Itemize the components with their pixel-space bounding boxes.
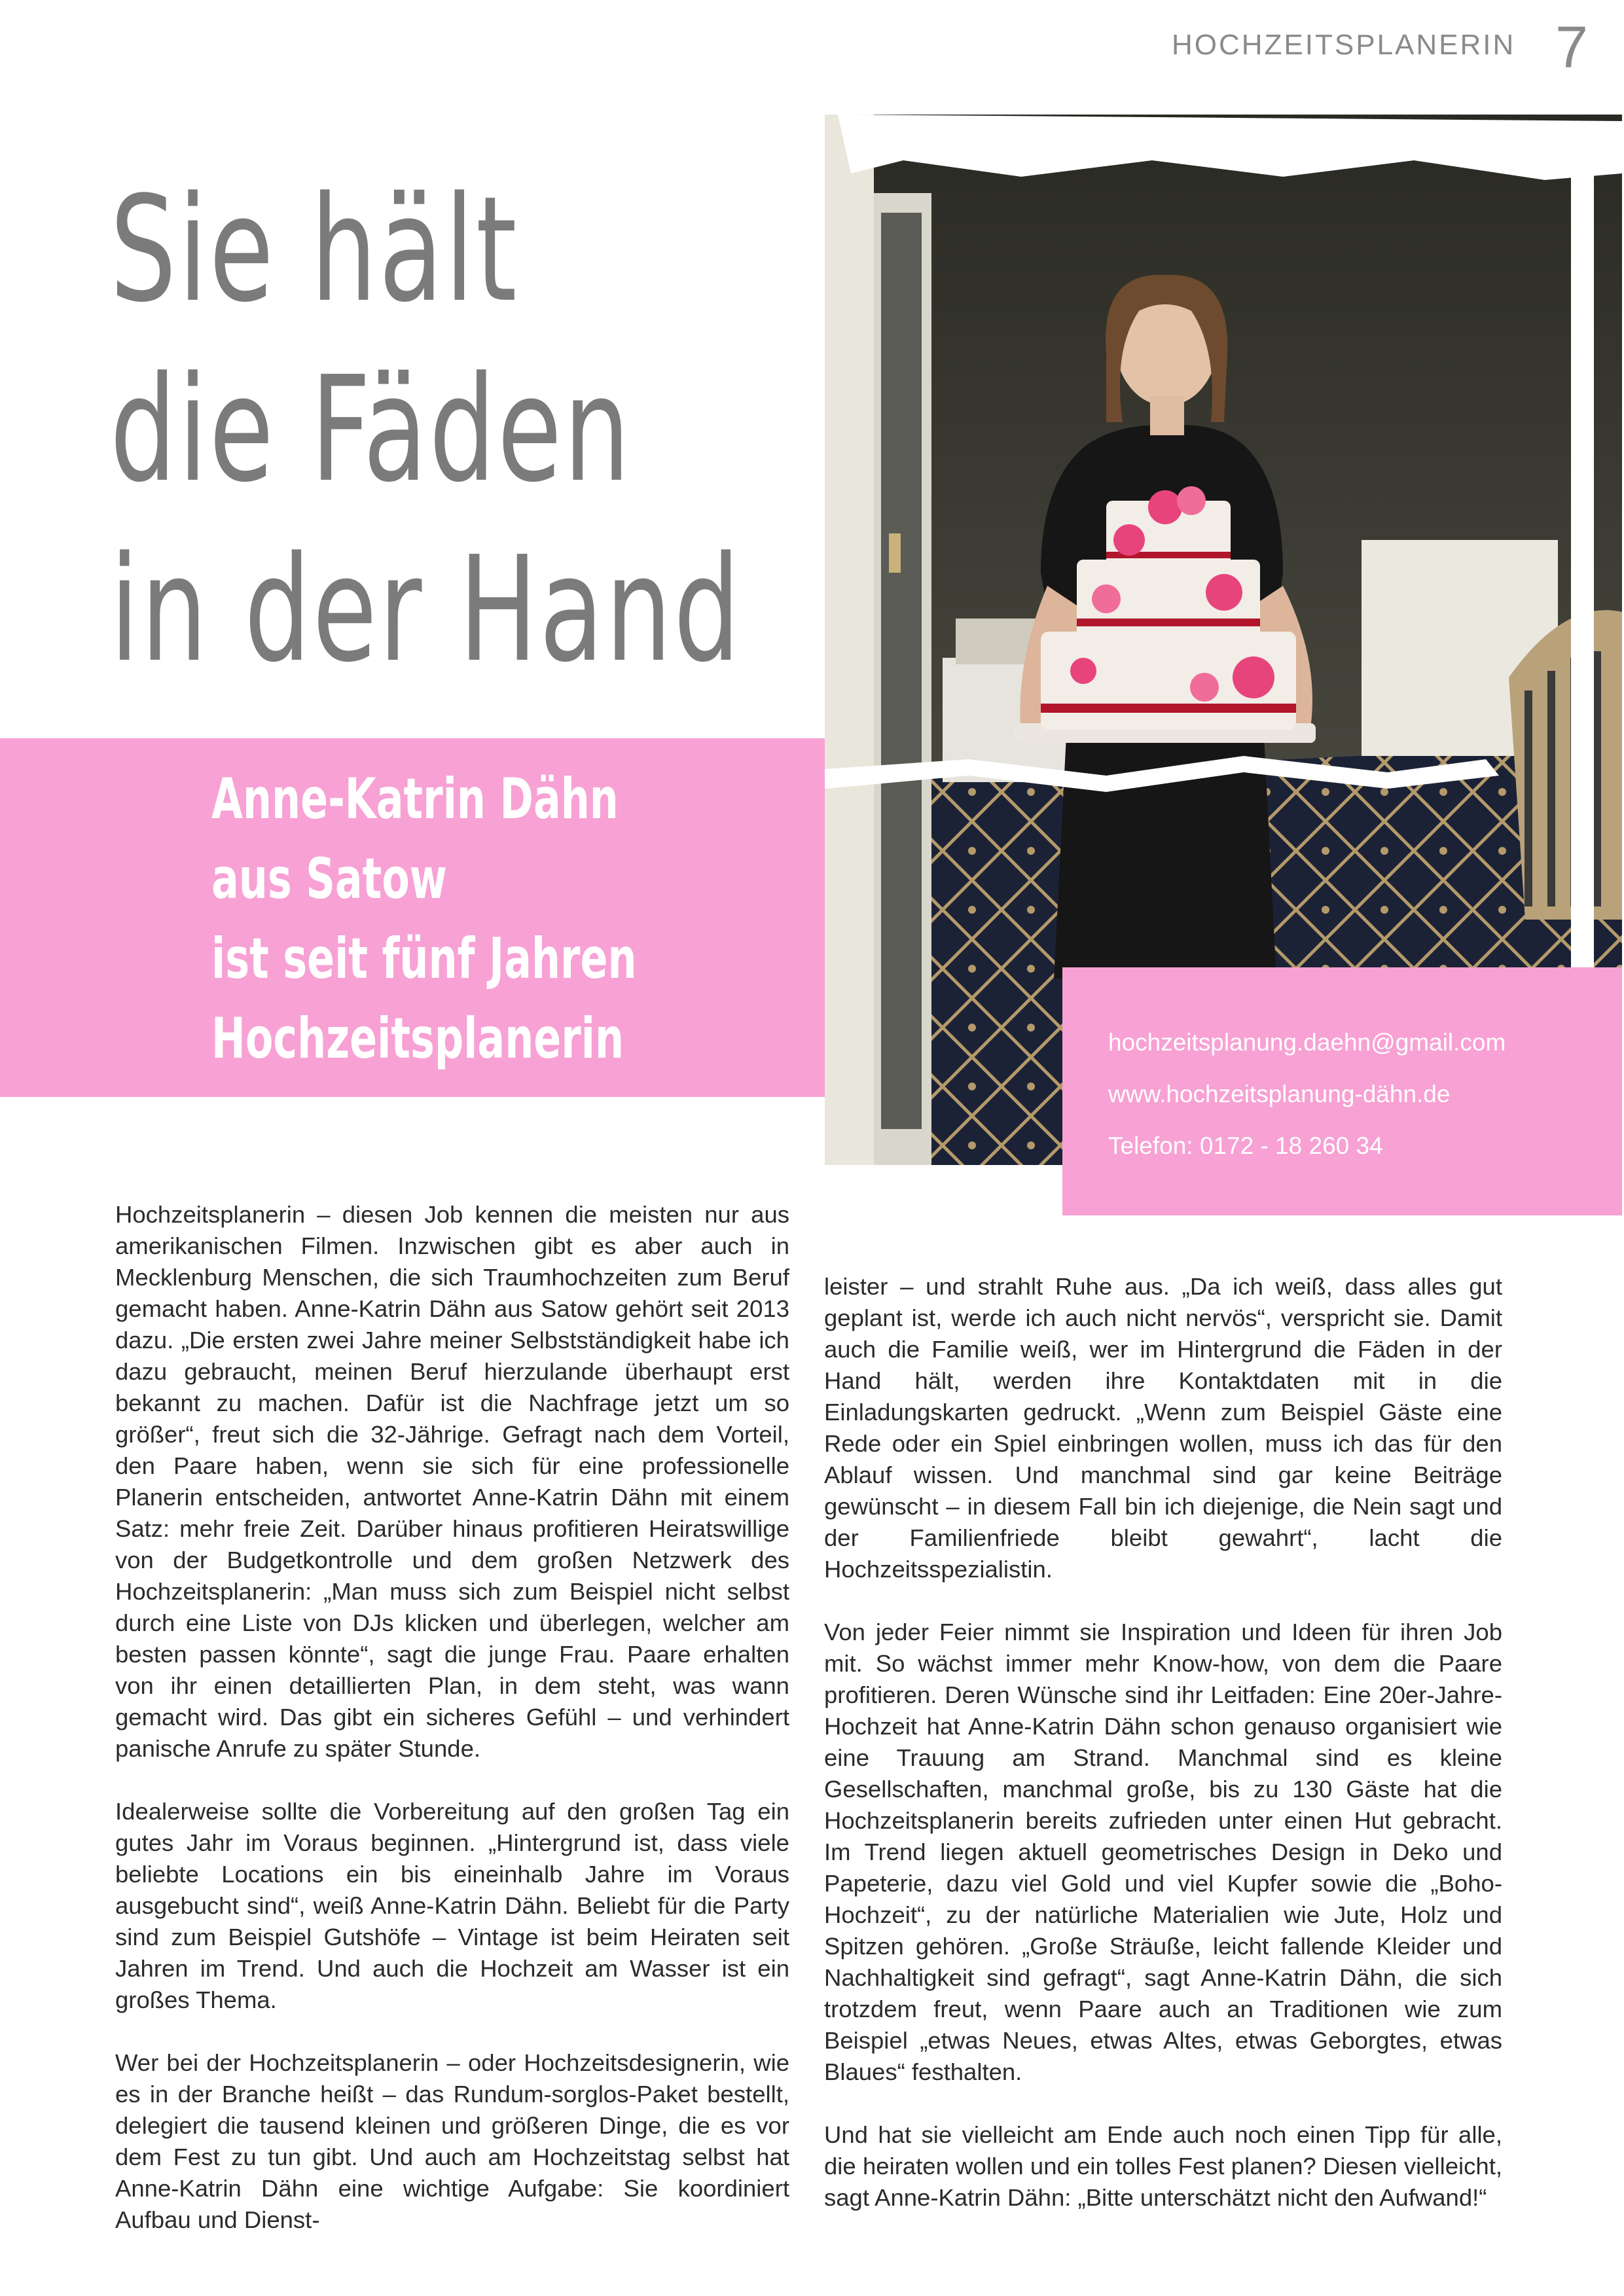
subheadline-line: ist seit fünf Jahren xyxy=(211,926,637,992)
subheadline-line: aus Satow xyxy=(211,846,448,912)
subheadline xyxy=(211,759,777,1079)
article-paragraph: Wer bei der Hochzeitsplanerin – oder Hochzeitsdesignerin, wie es in der Branche heißt – das Rundum-sorglos-Paket bestellt, delegiert die tausend kleinen und größeren Dinge, die es vor dem Fest zu tun gibt. Und auch am Hochzeitstag selbst hat Anne-Katrin Dähn eine wichtige Aufgabe: Sie koordiniert Aufbau und Dienst- xyxy=(115,2049,789,2233)
article-column-right xyxy=(824,1271,1502,2245)
article-paragraph: leister – und strahlt Ruhe aus. „Da ich weiß, dass alles gut geplant ist, werde ich auch nicht nervös“, verspricht sie. Damit auch die Familie weiß, wer im Hintergrund die Fäden in der Hand hält, werden ihre Kontaktdaten mit in die Einladungskarten gedruckt. „Wenn zum Beispiel Gäste eine Rede oder ein Spiel einbringen wollen, muss ich das für den Ablauf wissen. Und manchmal sind gar keine Beiträge gewünscht – in diesem Fall bin ich diejenige, die Nein sagt und der Familienfriede bleibt gewahrt“, lacht die Hochzeitsspezialistin. xyxy=(824,1273,1502,1583)
article-column-left xyxy=(115,1199,789,2267)
headline-line: die Fäden xyxy=(110,346,632,514)
page-number: 7 xyxy=(1555,15,1589,81)
contact-website[interactable]: www.hochzeitsplanung-dähn.de xyxy=(1108,1081,1451,1107)
section-title: HOCHZEITSPLANERIN xyxy=(1172,29,1516,61)
headline xyxy=(110,160,742,700)
headline-line: Sie hält xyxy=(110,166,519,334)
contact-phone: Telefon: 0172 - 18 260 34 xyxy=(1108,1132,1383,1159)
article-paragraph: Idealerweise sollte die Vorbereitung auf den großen Tag ein gutes Jahr im Voraus beginnen. „Hintergrund ist, dass viele beliebte Locations ein bis eineinhalb Jahre im Voraus ausgebucht sind“, weiß Anne-Katrin Dähn. Beliebt für die Party sind zum Beispiel Gutshöfe – Vintage ist beim Heiraten seit Jahren im Trend. Und auch die Hochzeit am Wasser ist ein großes Thema. xyxy=(115,1798,789,2013)
article-paragraph: Und hat sie vielleicht am Ende auch noch einen Tipp für alle, die heiraten wollen und ein tolles Fest planen? Diesen vielleicht, sagt Anne-Katrin Dähn: „Bitte unterschätzt nicht den Aufwand!“ xyxy=(824,2121,1502,2211)
article-paragraph: Von jeder Feier nimmt sie Inspiration und Ideen für ihren Job mit. So wächst immer mehr Know-how, von dem die Paare profitieren. Deren Wünsche sind ihr Leitfaden: Eine 20er-Jahre-Hochzeit hat Anne-Katrin Dähn schon genauso organisiert wie eine Trauung am Strand. Manchmal sind es kleine Gesellschaften, manchmal große, bis zu 130 Gäste hat die Hochzeitsplanerin bereits zufrieden unter einen Hut gebracht. Im Trend liegen aktuell geometrisches Design in Deko und Papeterie, dazu viel Gold und viel Kupfer sowie die „Boho-Hochzeit“, zu der natürliche Materialien wie Jute, Holz und Spitzen gehören. „Große Sträuße, leicht fallende Kleider und Nachhaltigkeit sind gefragt“, sagt Anne-Katrin Dähn, die sich trotzdem freut, wenn Paare auch an Traditionen wie zum Beispiel „etwas Neues, etwas Altes, etwas Geborgtes, etwas Blaues“ festhalten. xyxy=(824,1619,1502,2085)
subheadline-line: Hochzeitsplanerin xyxy=(211,1006,624,1071)
contact-email[interactable]: hochzeitsplanung.daehn@gmail.com xyxy=(1108,1029,1506,1056)
contact-box xyxy=(1062,967,1622,1215)
article-paragraph: Hochzeitsplanerin – diesen Job kennen die meisten nur aus amerikanischen Filmen. Inzwischen gibt es aber auch in Mecklenburg Menschen, die sich Traumhochzeiten zum Beruf gemacht haben. Anne-Katrin Dähn aus Satow gehört seit 2013 dazu. „Die ersten zwei Jahre meiner Selbstständigkeit habe ich dazu gebraucht, meinen Beruf hierzulande überhaupt erst bekannt zu machen. Dafür ist die Nachfrage jetzt um so größer“, freut sich die 32-Jährige. Gefragt nach dem Vorteil, den Paare haben, wenn sie sich für eine professionelle Planerin entscheiden, antwortet Anne-Katrin Dähn mit einem Satz: mehr freie Zeit. Darüber hinaus profitieren Heiratswillige von der Budgetkontrolle und dem großen Netzwerk des Hochzeitsplanerin: „Man muss sich zum Beispiel nicht selbst durch eine Liste von DJs klicken und überlegen, welcher am besten passen könnte“, sagt die junge Frau. Paare erhalten von ihr einen detaillierten Plan, in dem steht, was wann gemacht wird. Das gibt ein sicheres Gefühl – und verhindert panische Anrufe zu später Stunde. xyxy=(115,1201,789,1762)
headline-line: in der Hand xyxy=(110,526,742,694)
subheadline-line: Anne-Katrin Dähn xyxy=(211,766,619,832)
